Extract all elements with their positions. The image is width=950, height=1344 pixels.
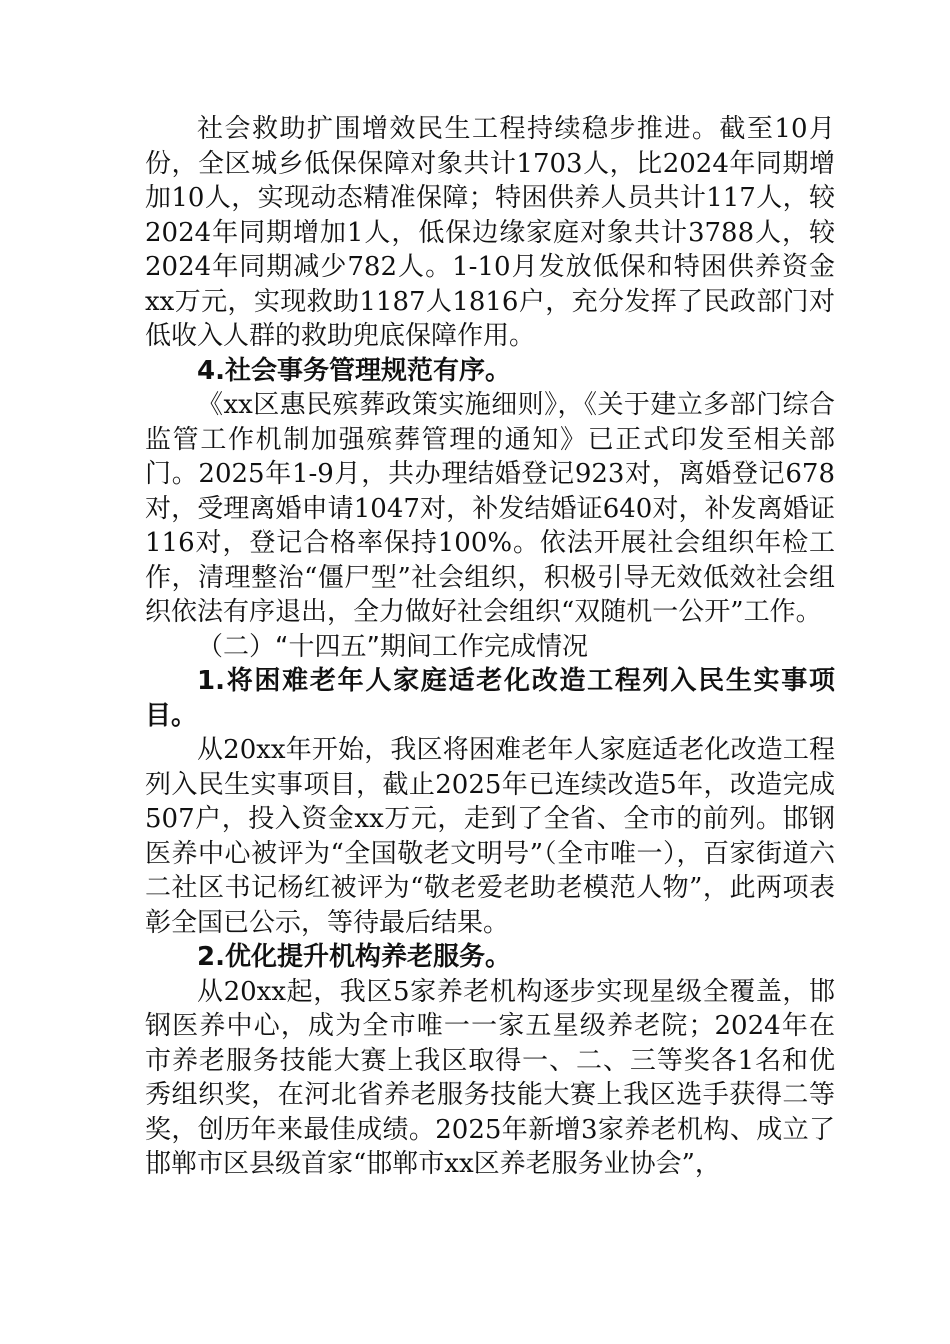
paragraph-institutional-elderly-care: 从20xx起，我区5家养老机构逐步实现星级全覆盖，邯钢医养中心，成为全市唯一一家五星级养老院；2024年在市养老服务技能大赛上我区取得一、二、三等奖各1名和优秀组织奖，在河北省养老服务技能大赛上我区选手获得二等奖，创历年来最佳成绩。2025年新增3家养老机构、成立了邯郸市区县级首家“邯郸市xx区养老服务业协会”， [145,976,835,1179]
section-heading-14th-five-year: （二）“十四五”期间工作完成情况 [197,631,588,662]
heading-institutional-elderly-care: 2.优化提升机构养老服务。 [197,942,511,972]
heading-social-affairs: 4.社会事务管理规范有序。 [197,355,511,386]
heading-elderly-home-renovation: 1.将困难老年人家庭适老化改造工程列入民生实事项目。 [145,666,835,731]
paragraph-social-affairs: 《xx区惠民殡葬政策实施细则》，《关于建立多部门综合监管工作机制加强殡葬管理的通知》已正式印发至相关部门。2025年1-9月，共办理结婚登记923对，离婚登记678对，受理离婚申请1047对，补发结婚证640对，补发离婚证116对，登记合格率保持100%。依法开展社会组织年检工作，清理整治“僵尸型”社会组织，积极引导无效低效社会组织依法有序退出，全力做好社会组织“双随机一公开”工作。 [145,390,835,627]
document-page [145,112,835,1182]
paragraph-social-assistance: 社会救助扩围增效民生工程持续稳步推进。截至10月份，全区城乡低保保障对象共计1703人，比2024年同期增加10人，实现动态精准保障；特困供养人员共计117人，较2024年同期增加1人，低保边缘家庭对象共计3788人，较2024年同期减少782人。1-10月发放低保和特困供养资金xx万元，实现救助1187人1816户，充分发挥了民政部门对低收入人群的救助兜底保障作用。 [145,114,835,351]
paragraph-elderly-home-renovation: 从20xx年开始，我区将困难老年人家庭适老化改造工程列入民生实事项目，截止2025年已连续改造5年，改造完成507户，投入资金xx万元，走到了全省、全市的前列。邯钢医养中心被评为“全国敬老文明号”（全市唯一），百家街道六二社区书记杨红被评为“敬老爱老助老模范人物”，此两项表彰全国已公示，等待最后结果。 [145,735,835,938]
